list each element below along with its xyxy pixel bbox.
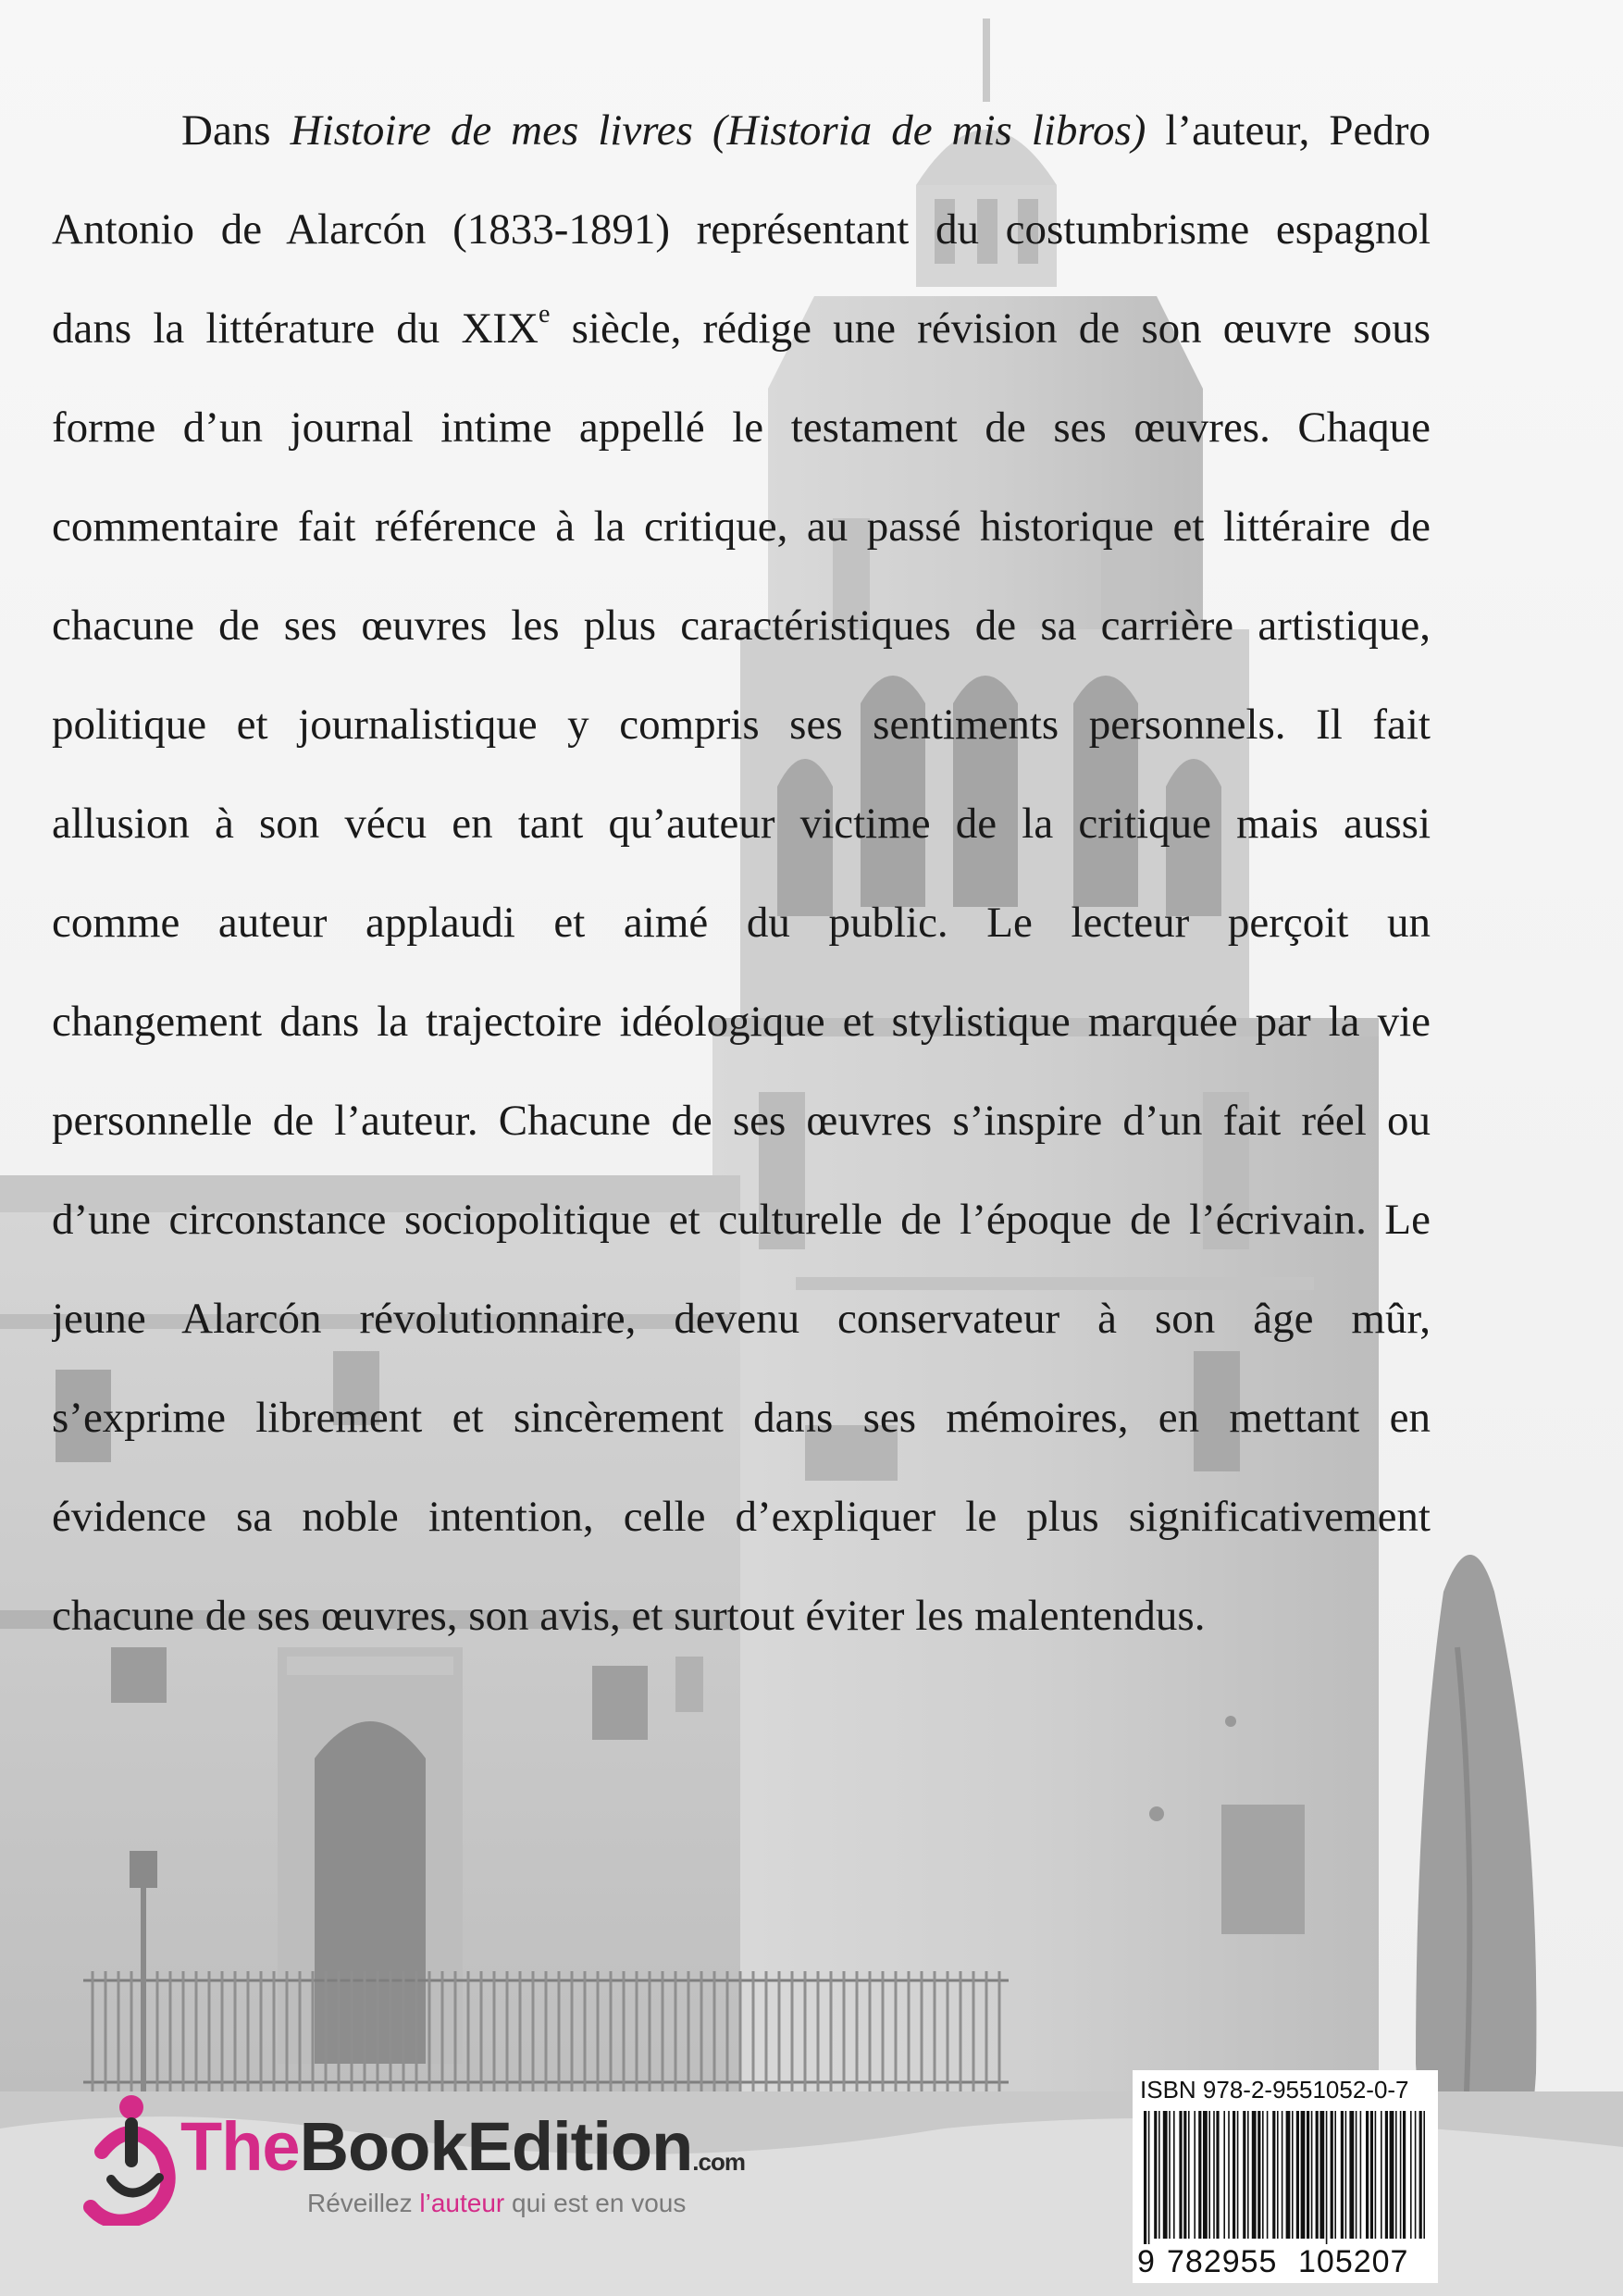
text-line-2: Antonio de Alarcón (1833-1891) représentant du costumbrisme espagnol [52,205,1431,254]
thebookedition-logo [74,2087,833,2226]
tagline-highlight: l’auteur [419,2189,505,2217]
text-line-7: politique et journalistique y compris ses sentiments personnels. Il fait [52,701,1431,749]
barcode [1140,2111,1431,2250]
text-line-8: allusion à son vécu en tant qu’auteur victime de la critique mais aussi [52,800,1431,848]
barcode-digit-first: 9 [1137,2244,1156,2279]
text-line-1 [52,81,1431,180]
isbn-barcode-box [1133,2070,1438,2283]
text-line-11: personnelle de l’auteur. Chacune de ses œuvres s’inspire d’un fait réel ou [52,1097,1431,1145]
text-line-16: chacune de ses œuvres, son avis, et surtout éviter les malentendus. [52,1592,1206,1640]
text-line-15: évidence sa noble intention, celle d’expliquer le plus significativement [52,1493,1431,1541]
text-line-12: d’une circonstance sociopolitique et culturelle de l’époque de l’écrivain. Le [52,1196,1431,1244]
barcode-digits-right: 105207 [1298,2244,1409,2279]
barcode-digits-left: 782955 [1167,2244,1278,2279]
tagline-start: Réveillez [307,2189,420,2217]
back-cover-text [52,81,1431,1666]
logo-bookedition: BookEdition [299,2108,693,2185]
text-line-4: forme d’un journal intime appellé le testament de ses œuvres. Chaque [52,403,1431,452]
text-line-5: commentaire fait référence à la critique, au passé historique et littéraire de [52,503,1431,551]
text-line-3-start: dans la littérature du XIX [52,304,539,353]
isbn-label: ISBN 978-2-9551052-0-7 [1140,2076,1409,2104]
tagline-end: qui est en vous [504,2189,687,2217]
text-line-6: chacune de ses œuvres les plus caractéristiques de sa carrière artistique, [52,602,1431,650]
logo-dot-com: .com [692,2148,745,2176]
text-line-3 [52,279,1431,379]
text-line-14: s’exprime librement et sincèrement dans ses mémoires, en mettant en [52,1394,1431,1442]
text-line-9: comme auteur applaudi et aimé du public. Le lecteur perçoit un [52,899,1431,947]
logo-the: The [180,2108,300,2185]
text-line-1-start: Dans [181,106,291,155]
logo-wordmark [180,2107,745,2186]
book-title-italic: Histoire de mes livres (Historia de mis libros) [290,106,1146,155]
text-line-13: jeune Alarcón révolutionnaire, devenu conservateur à son âge mûr, [52,1295,1431,1343]
author-figure-icon [74,2087,185,2226]
logo-tagline [307,2189,686,2218]
century-superscript: e [539,300,551,329]
text-line-10: changement dans la trajectoire idéologique et stylistique marquée par la vie [52,998,1431,1046]
text-line-1-end: l’auteur, Pedro [1146,106,1431,155]
text-line-3-end: siècle, rédige une révision de son œuvre sous [550,304,1431,353]
